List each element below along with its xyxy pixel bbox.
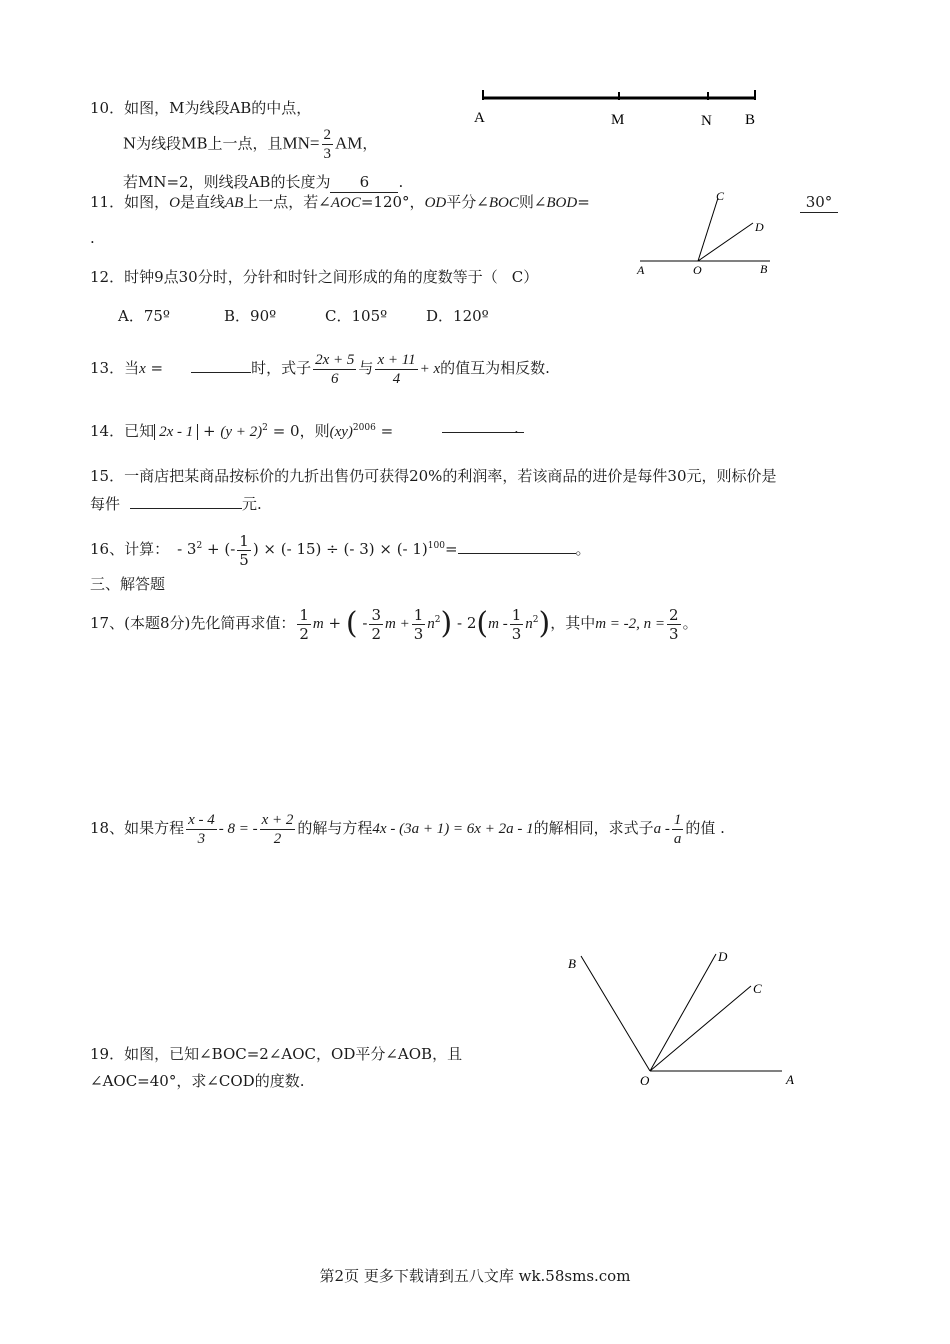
- angle-figure-q19: [560, 946, 810, 1096]
- q10-line2: N为线段MB上一点，且MN= $\frac{2}{3}$ AM，: [123, 127, 378, 162]
- label-B: B: [745, 112, 756, 128]
- angle-figure-q11: [630, 186, 780, 282]
- svg-text:B: B: [568, 956, 576, 971]
- section-title: 三、解答题: [90, 575, 166, 593]
- svg-text:C: C: [753, 981, 762, 996]
- q13-text: 13．当x = 时，式子 $\frac{2x + 5}{6}$ 与 $\frac{x + 11}{4}$ + x的值互为相反数.: [90, 351, 550, 387]
- label-N: N: [701, 113, 712, 129]
- q12-option-a: A．75º: [118, 307, 170, 325]
- svg-text:B: B: [760, 262, 768, 276]
- q10-answer: 6: [330, 172, 398, 193]
- q10-line1: 10．如图，M为线段AB的中点，: [90, 99, 312, 117]
- label-A: A: [474, 110, 485, 126]
- q12-text: 12．时钟9点30分时，分针和时针之间形成的角的度数等于（ C）: [90, 268, 539, 286]
- q11-tail: .: [90, 229, 95, 247]
- label-M: M: [611, 112, 625, 128]
- q17-text: 17、(本题8分)先化简再求值： $\frac{1}{2}$ m + ( - $\frac{3}{2}$ m + $\frac{1}{3}$ $n^2) - 2(m$ - $\frac{1}{3}$ $n^2$)，其中m = -2, n = $\frac{2}{3}$ 。: [90, 605, 698, 643]
- q12-option-b: B．90º: [224, 307, 277, 325]
- q19-line2: ∠AOC=40°，求∠COD的度数.: [90, 1072, 305, 1090]
- q12-option-d: D．120º: [426, 307, 489, 325]
- q12-option-c: C．105º: [325, 307, 388, 325]
- svg-text:D: D: [718, 949, 728, 964]
- q11-text: 11．如图，O是直线AB上一点，若∠AOC=120°，OD平分∠BOC则∠BOD=: [90, 193, 590, 211]
- q19-line1: 19．如图，已知∠BOC=2∠AOC，OD平分∠AOB，且: [90, 1045, 463, 1063]
- svg-text:A: A: [786, 1072, 794, 1087]
- svg-text:C: C: [716, 189, 725, 203]
- q14-answer: .: [442, 418, 519, 438]
- segment-figure: [470, 84, 770, 132]
- svg-text:O: O: [640, 1073, 650, 1088]
- q16-text: 16、计算： - $3^2$ + (- $\frac{1}{5}$ ) × (- 15) ÷ (- 3) × (- 1)$^{100}$= 。: [90, 531, 591, 569]
- q15-line2: 每件 元.: [90, 495, 262, 513]
- q15-line1: 15．一商店把某商品按标价的九折出售仍可获得20%的利润率，若该商品的进价是每件30元，则标价是: [90, 467, 777, 485]
- svg-text:D: D: [755, 220, 764, 234]
- q18-text: 18、如果方程 $\frac{x - 4}{3}$ - 8 = - $\frac{x + 2}{2}$ 的解与方程4x - (3a + 1) = 6x + 2a - 1的解相同，求式子a - $\frac{1}{a}$ 的值 .: [90, 811, 725, 847]
- q11-answer: 30°: [800, 192, 838, 213]
- page-footer: 第2页 更多下载请到五八文库 wk.58sms.com: [319, 1267, 631, 1285]
- q10-line3: 若MN=2，则线段AB的长度为 6 .: [123, 173, 404, 191]
- q14-text: 14．已知 $2x - 1 + (y + 2)^2 = 0$，则(xy)$^{2006}$ =: [90, 422, 394, 440]
- svg-text:O: O: [693, 263, 702, 277]
- svg-text:A: A: [637, 263, 645, 277]
